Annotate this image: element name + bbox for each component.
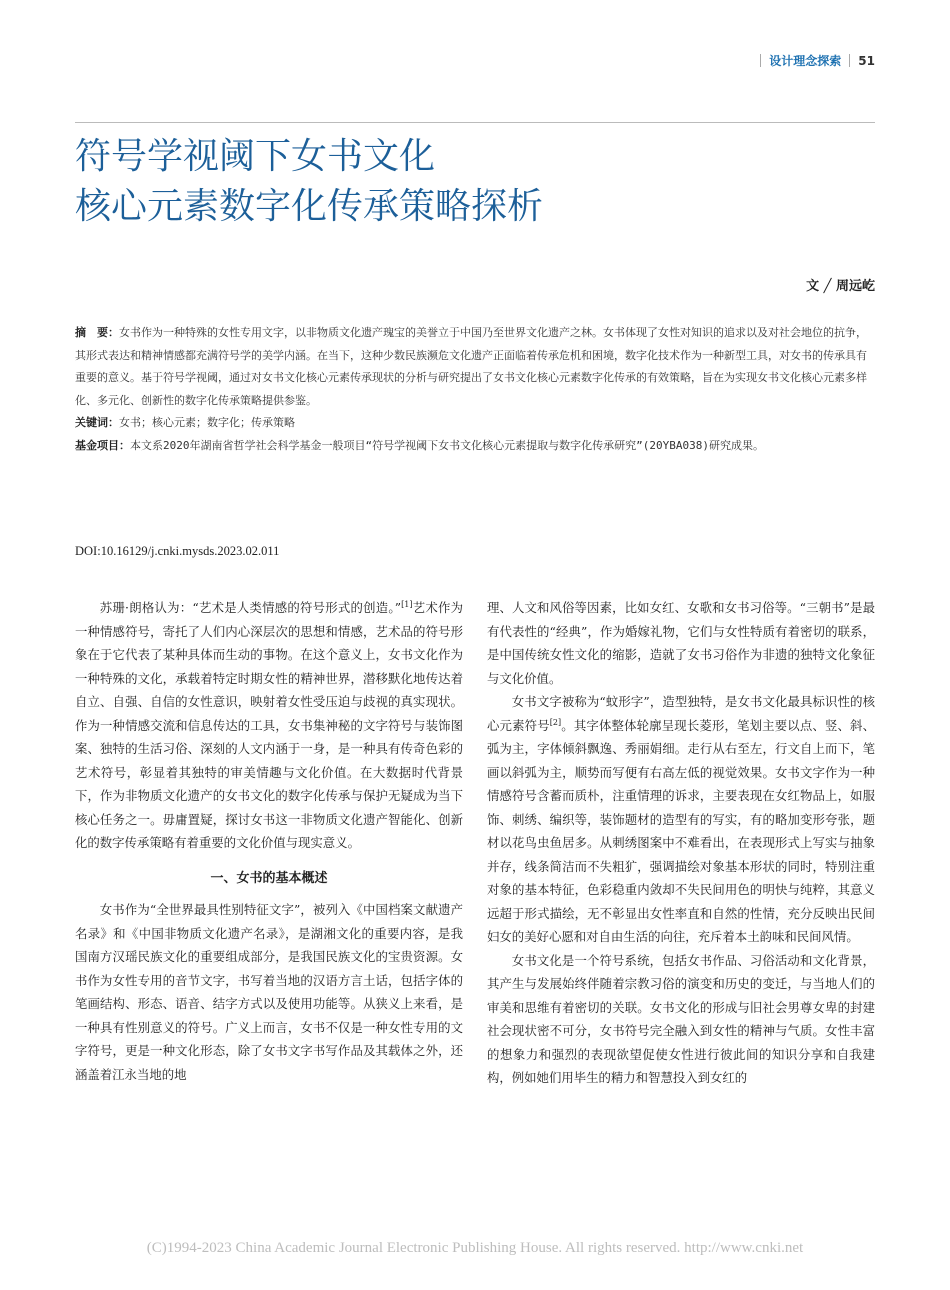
abstract-block	[75, 322, 875, 457]
keywords	[75, 412, 875, 435]
citation-ref: [1]	[401, 599, 413, 609]
author-byline: 文 ╱ 周远屹	[806, 279, 875, 294]
text-span: 苏珊·朗格认为：“艺术是人类情感的符号形式的创造。”	[99, 600, 402, 615]
citation-ref: [2]	[549, 717, 562, 727]
abstract-text: 女书作为一种特殊的女性专用文字，以非物质文化遗产瑰宝的美誉立于中国乃至世界文化遗产之林。女书体现了女性对知识的追求以及对社会地位的抗争，其形式表达和精神情感都充满符号学的美学内涵。在当下，这种少数民族濒危文化遗产正面临着传承危机和困境，数字化技术作为一种新型工具，对女书的传承具有重要的意义。基于符号学视阈，通过对女书文化核心元素传承现状的分析与研究提出了女书文化核心元素数字化传承的有效策略，旨在为实现女书文化核心元素多样化、多元化、创新性的数字化传承策略提供参鉴。	[75, 326, 867, 407]
running-header	[760, 52, 875, 69]
article-title	[75, 132, 875, 232]
funding	[75, 435, 875, 458]
paragraph: 女书作为“全世界最具性别特征文字”，被列入《中国档案文献遗产名录》和《中国非物质文化遗产名录》，是湖湘文化的重要内容，是我国南方汉瑶民族文化的重要组成部分，是我国民族文化的宝贵资源。女书作为女性专用的音节文字，书写着当地的汉语方言土话，包括字体的笔画结构、形态、语音、结字方式以及使用功能等。从狭义上来看，是一种具有性别意义的符号。广义上而言，女书不仅是一种女性专用的文字符号，更是一种文化形态，除了女书文字书写作品及其载体之外，还涵盖着江永当地的地	[75, 902, 463, 1082]
body-left-column	[75, 596, 463, 1086]
section-name: 设计理念探索	[769, 54, 842, 68]
funding-label: 基金项目：	[75, 438, 130, 452]
text-span: 女书文字被称为“蚊形字”，造型独特，是女书文化最具标识性的核心元素符号	[487, 694, 875, 733]
paragraph	[75, 596, 463, 855]
body-right-column	[487, 596, 875, 1090]
section-heading: 一、女书的基本概述	[210, 870, 328, 886]
abstract	[75, 322, 875, 412]
title-line-1: 符号学视阈下女书文化	[75, 136, 436, 177]
text-span: 艺术作为一种情感符号，寄托了人们内心深层次的思想和情感，艺术品的符号形象在于它代表了某种具体而生动的事物。在这个意义上，女书文化作为一种特殊的文化，承载着特定时期女性的精神世界，潜移默化地传达着自立、自强、自信的女性意识，映射着女性受压迫与歧视的真实现状。作为一种情感交流和信息传达的工具，女书集神秘的文字符号与装饰图案、独特的生活习俗、深刻的人文内涵于一身，是一种具有传奇色彩的艺术符号，彰显着其独特的审美情趣与文化价值。在大数据时代背景下，作为非物质文化遗产的女书文化的数字化传承与保护无疑成为当下核心任务之一。毋庸置疑，探讨女书这一非物质文化遗产智能化、创新化的数字传承策略有着重要的文化价值与现实意义。	[75, 600, 463, 850]
paragraph: 女书文化是一个符号系统，包括女书作品、习俗活动和文化背景，其产生与发展始终伴随着宗教习俗的演变和历史的变迁，与当地人们的审美和思维有着密切的关联。女书文化的形成与旧社会男尊女卑的封建社会现状密不可分，女书符号完全融入到女性的精神与气质。女性丰富的想象力和强烈的表现欲望促使女性进行彼此间的知识分享和自我建构，例如她们用毕生的精力和智慧投入到女红的	[487, 952, 875, 1085]
doi: DOI:10.16129/j.cnki.mysds.2023.02.011	[75, 544, 280, 558]
keywords-text: 女书；核心元素；数字化；传承策略	[119, 416, 295, 429]
funding-text: 本文系2020年湖南省哲学社会科学基金一般项目“符号学视阈下女书文化核心元素提取与数字化传承研究”(20YBA038)研究成果。	[130, 438, 764, 452]
title-line-2: 核心元素数字化传承策略探析	[75, 186, 544, 227]
header-divider	[849, 54, 850, 67]
copyright-watermark: (C)1994-2023 China Academic Journal Electronic Publishing House. All rights reserved. http://www.cnki.net	[146, 1240, 804, 1256]
paragraph: 理、人文和风俗等因素，比如女红、女歌和女书习俗等。“三朝书”是最有代表性的“经典”，作为婚嫁礼物，它们与女性特质有着密切的联系，是中国传统女性文化的缩影，造就了女书习俗作为非遗的独特文化象征与文化价值。	[487, 600, 875, 686]
page-number: 51	[858, 53, 875, 68]
header-rule	[75, 122, 875, 123]
paragraph	[487, 690, 875, 949]
text-span: 。其字体整体轮廓呈现长菱形，笔划主要以点、竖、斜、弧为主，字体倾斜飘逸、秀丽娟细。走行从右至左，行文自上而下，笔画以斜弧为主，顺势而写便有右高左低的视觉效果。女书文字作为一种情感符号含蓄而质朴，注重情理的诉求，主要表现在女红物品上，如服饰、刺绣、编织等，装饰题材的造型有的写实，有的略加变形夸张，题材以花鸟虫鱼居多。从刺绣图案中不难看出，在表现形式上写实与抽象并存，线条简洁而不失粗犷，强调描绘对象基本形状的同时，特别注重对象的基本特征，色彩稳重内敛却不失民间用色的明快与纯粹，其意义远超于形式描绘，无不彰显出女性率直和自然的性情，充分反映出民间妇女的美好心愿和对自由生活的向往，充斥着本土韵味和民间风情。	[487, 717, 876, 944]
keywords-label: 关键词：	[75, 416, 119, 429]
header-divider	[760, 54, 761, 67]
abstract-label: 摘 要：	[75, 326, 119, 339]
